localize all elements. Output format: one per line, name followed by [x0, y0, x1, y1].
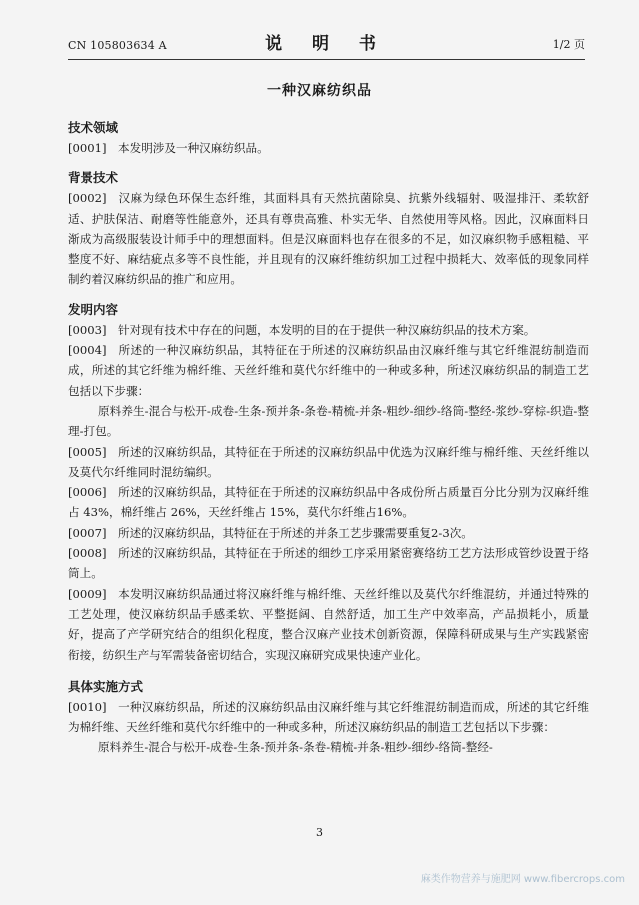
watermark: 麻类作物营养与施肥网 www.fibercrops.com [420, 874, 625, 885]
paragraph-0010 [68, 697, 589, 738]
paragraph-0001 [68, 138, 589, 158]
paragraph-text: 所述的汉麻纺织品，其特征在于所述的细纱工序采用紧密赛络纺工艺方法形成管纱设置于络筒上。 [68, 546, 589, 581]
process-steps: 原料养生-混合与松开-成卷-生条-预并条-条卷-精梳-并条-粗纱-细纱-络筒-整经-浆纱-穿棕-织造-整理-打包。 [68, 403, 589, 439]
page-header [68, 30, 585, 58]
paragraph-number: [0006] [68, 485, 107, 500]
paragraph-0006 [68, 482, 589, 523]
paragraph-number: [0010] [68, 699, 107, 714]
paragraph-0005 [68, 442, 589, 483]
paragraph-text: 所述的汉麻纺织品，其特征在于所述的汉麻纺织品中各成份所占质量百分比分别为汉麻纤维占 43%，棉纤维占 26%，天丝纤维占 15%，莫代尔纤维占16%。 [68, 485, 589, 520]
paragraph-text: 所述的汉麻纺织品，其特征在于所述的并条工艺步骤需要重复2-3次。 [118, 525, 473, 540]
page-number: 3 [316, 826, 323, 839]
paragraph-text: 一种汉麻纺织品，所述的汉麻纺织品由汉麻纤维与其它纤维混纺制造而成，所述的其它纤维为棉纤维、天丝纤维和莫代尔纤维中的一种或多种，所述汉麻纺织品的制造工艺包括以下步骤： [68, 699, 589, 735]
page-indicator: 1/2 页 [552, 38, 585, 51]
paragraph-number: [0007] [68, 525, 107, 540]
paragraph-text: 针对现有技术中存在的问题，本发明的目的在于提供一种汉麻纺织品的技术方案。 [118, 322, 536, 337]
paragraph-number: [0004] [68, 343, 107, 358]
section-title: 说 明 书 [265, 34, 388, 54]
paragraph-text: 所述的一种汉麻纺织品，其特征在于所述的汉麻纺织品由汉麻纤维与其它纤维混纺制造而成，所述的其它纤维为棉纤维、天丝纤维和莫代尔纤维中的一种或多种，所述汉麻纺织品的制造工艺包括以下步骤： [68, 343, 589, 398]
paragraph-0003 [68, 320, 589, 340]
paragraph-0004 [68, 340, 589, 401]
header-divider [68, 59, 585, 60]
heading-embodiment: 具体实施方式 [68, 678, 144, 694]
heading-summary: 发明内容 [68, 301, 119, 317]
paragraph-number: [0001] [68, 141, 107, 155]
document-body [68, 118, 589, 758]
paragraph-0009 [68, 584, 589, 665]
paragraph-text: 本发明汉麻纺织品通过将汉麻纤维与棉纤维、天丝纤维以及莫代尔纤维混纺，并通过特殊的工艺处理，使汉麻纺织品手感柔软、平整挺阔、自然舒适，加工生产中效率高，产品损耗小，质量好，提高了产学研究结合的组织化程度，整合汉麻产业技术创新资源，保障科研成果与生产实践紧密衔接，纺织生产与军需装备密切结合，实现汉麻研究成果快速产业化。 [68, 586, 589, 662]
paragraph-text: 汉麻为绿色环保生态纤维，其面料具有天然抗菌除臭、抗紫外线辐射、吸湿排汗、柔软舒适、护肤保洁、耐磨等性能意外，还具有尊贵高雅、朴实无华、自然使用等风格。因此，汉麻面料日渐成为高级服装设计师手中的理想面料。但是汉麻面料也存在很多的不足，如汉麻织物手感粗糙、平整度不好、麻结疵点多等不良性能，并且现有的汉麻纤维纺织加工过程中损耗大、效率低的现象同样制约着汉麻纺织品的推广和应用。 [68, 191, 589, 287]
paragraph-0008 [68, 543, 589, 584]
process-steps-embodiment: 原料养生-混合与松开-成卷-生条-预并条-条卷-精梳-并条-粗纱-细纱-络筒-整经- [98, 740, 493, 755]
paragraph-number: [0005] [68, 444, 107, 459]
paragraph-0007 [68, 523, 589, 543]
heading-tech-field: 技术领域 [68, 120, 119, 135]
heading-background: 背景技术 [68, 170, 119, 186]
paragraph-number: [0008] [68, 546, 107, 561]
paragraph-number: [0009] [68, 586, 107, 601]
paragraph-text: 本发明涉及一种汉麻纺织品。 [118, 141, 269, 155]
paragraph-number: [0003] [68, 322, 107, 337]
document-title: 一种汉麻纺织品 [267, 83, 372, 99]
paragraph-text: 所述的汉麻纺织品，其特征在于所述的汉麻纺织品中优选为汉麻纤维与棉纤维、天丝纤维以及莫代尔纤维同时混纺编织。 [68, 444, 589, 479]
paragraph-0002 [68, 188, 589, 289]
paragraph-number: [0002] [68, 191, 107, 206]
patent-number: CN 105803634 A [68, 39, 167, 52]
